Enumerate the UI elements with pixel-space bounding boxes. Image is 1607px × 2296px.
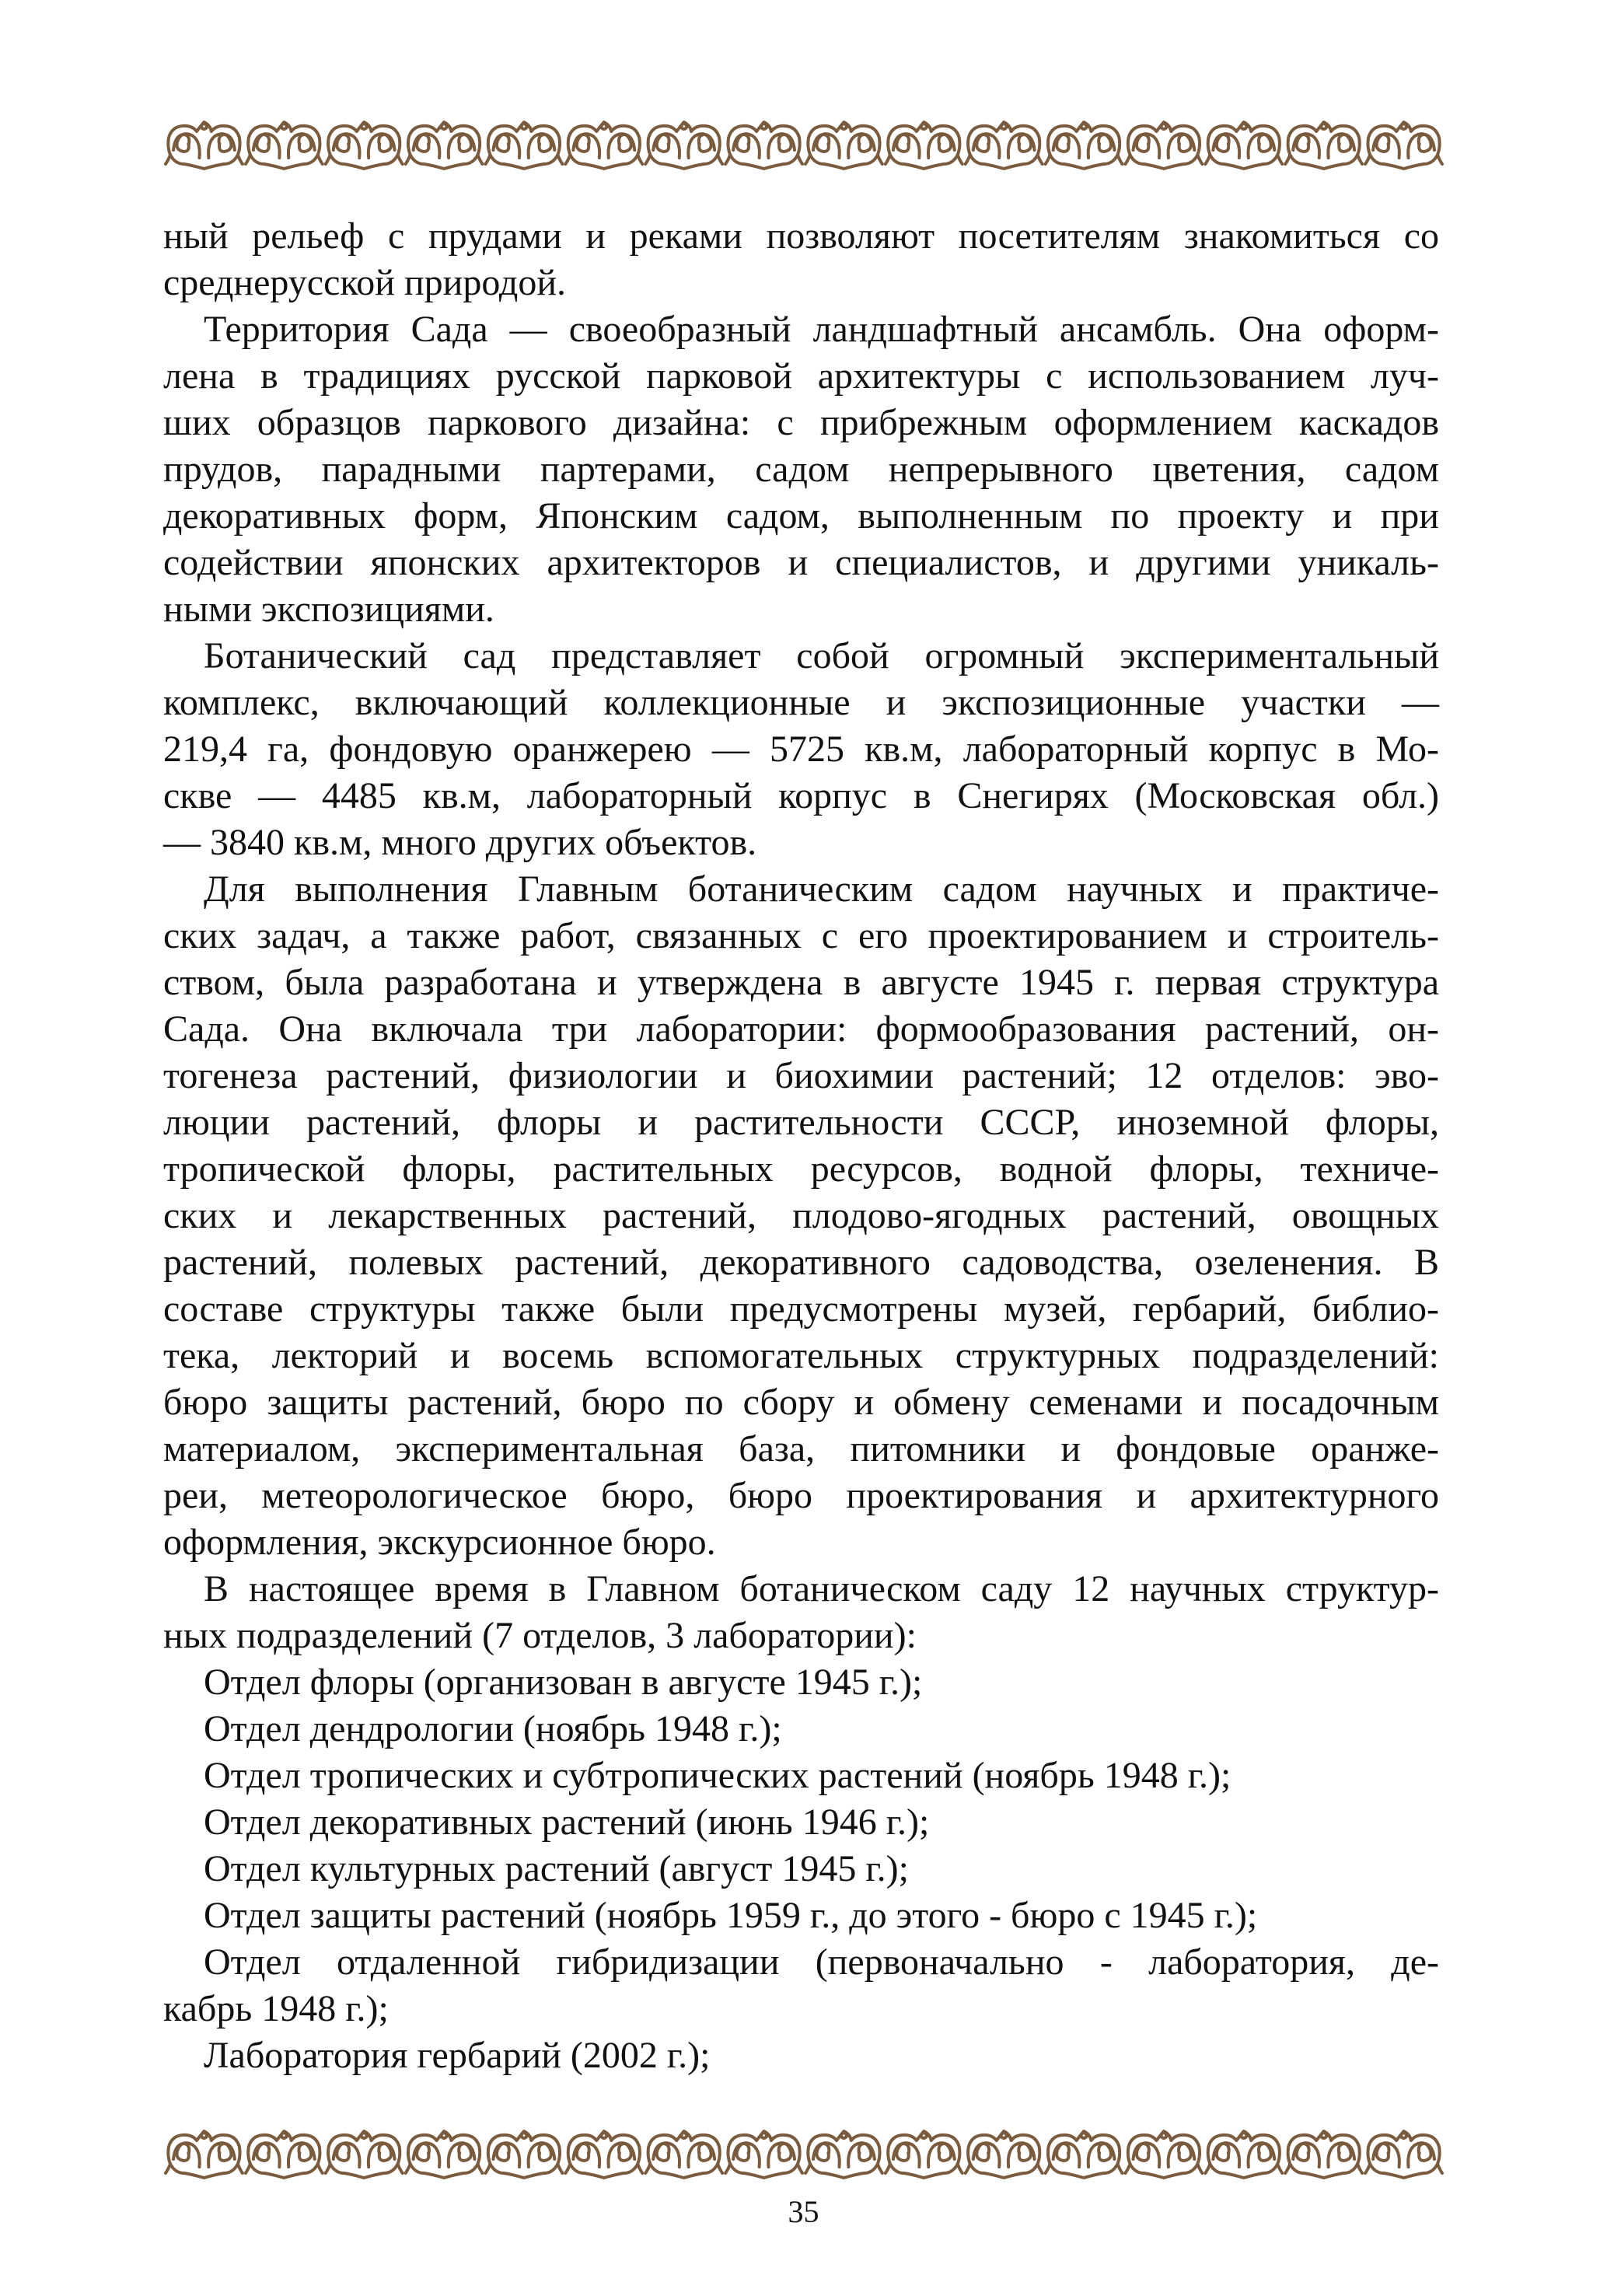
text-line: Отдел отдаленной гибридизации (первоначально - лаборатория, де- [204,1941,1439,1983]
text-line: материалом, экспериментальная база, питомники и фондовые оранже- [163,1428,1439,1470]
text-line: Сада. Она включала три лаборатории: формообразования растений, он- [163,1008,1439,1050]
text-line: — 3840 кв.м, много других объектов. [163,822,757,863]
body-text [163,213,1439,2079]
text-line: ный рельеф с прудами и реками позволяют посетителям знакомиться со [163,215,1439,257]
text-line: Отдел дендрологии (ноябрь 1948 г.); [204,1708,782,1749]
text-line: тека, лекторий и восемь вспомогательных структурных подразделений: [163,1335,1439,1376]
text-line: Для выполнения Главным ботаническим садом научных и практиче- [204,868,1439,910]
text-line: Отдел декоративных растений (июнь 1946 г.); [204,1802,930,1843]
decorative-spiral-border-icon [164,2128,1444,2179]
text-line: бюро защиты растений, бюро по сбору и обмену семенами и посадочным [163,1382,1439,1423]
text-line: ных подразделений (7 отделов, 3 лаборатории): [163,1615,917,1656]
text-line: составе структуры также были предусмотрены музей, гербарий, библио- [163,1288,1439,1330]
text-line: комплекс, включающий коллекционные и экспозиционные участки — [163,682,1439,723]
text-line: Отдел флоры (организован в августе 1945 г.); [204,1662,923,1703]
text-line: скве — 4485 кв.м, лабораторный корпус в Снегирях (Московская обл.) [163,775,1439,816]
text-line: растений, полевых растений, декоративного садоводства, озеленения. В [163,1242,1439,1283]
decorative-spiral-border-icon [164,119,1444,170]
text-line: ших образцов паркового дизайна: с прибрежным оформлением каскадов [163,402,1439,443]
text-line: реи, метеорологическое бюро, бюро проектирования и архитектурного [163,1475,1439,1516]
text-line: Отдел защиты растений (ноябрь 1959 г., до этого - бюро с 1945 г.); [204,1895,1258,1936]
text-line: Территория Сада — своеобразный ландшафтный ансамбль. Она оформ- [204,309,1439,350]
text-line: среднерусской природой. [163,262,567,303]
text-line: ством, была разработана и утверждена в августе 1945 г. первая структура [163,962,1439,1003]
text-line: прудов, парадными партерами, садом непрерывного цветения, садом [163,449,1439,490]
bottom-ornament-border [164,2128,1444,2179]
text-line: люции растений, флоры и растительности СССР, иноземной флоры, [163,1102,1439,1143]
text-line: Отдел культурных растений (август 1945 г.); [204,1848,909,1889]
text-line: лена в традициях русской парковой архитектуры с использованием луч- [163,355,1439,397]
text-line: тогенеза растений, физиологии и биохимии растений; 12 отделов: эво- [163,1055,1439,1096]
text-line: В настоящее время в Главном ботаническом саду 12 научных структур- [204,1568,1439,1609]
text-line: декоративных форм, Японским садом, выполненным по проекту и при [163,495,1439,536]
text-line: содействии японских архитекторов и специалистов, и другими уникаль- [163,542,1439,583]
text-line: ских задач, а также работ, связанных с его проектированием и строитель- [163,915,1439,956]
text-line: Ботанический сад представляет собой огромный экспериментальный [204,635,1439,676]
text-line: оформления, экскурсионное бюро. [163,1522,716,1563]
top-ornament-border [164,119,1444,170]
text-line: ными экспозициями. [163,589,494,630]
text-line: 219,4 га, фондовую оранжерею — 5725 кв.м, лабораторный корпус в Мо- [163,729,1439,770]
text-line: ских и лекарственных растений, плодово-ягодных растений, овощных [163,1195,1439,1236]
page-number: 35 [788,2194,819,2229]
text-line: Лаборатория гербарий (2002 г.); [204,2035,711,2076]
text-line: кабрь 1948 г.); [163,1988,389,2029]
text-line: тропической флоры, растительных ресурсов, водной флоры, техниче- [163,1148,1439,1190]
text-line: Отдел тропических и субтропических растений (ноябрь 1948 г.); [204,1755,1231,1796]
